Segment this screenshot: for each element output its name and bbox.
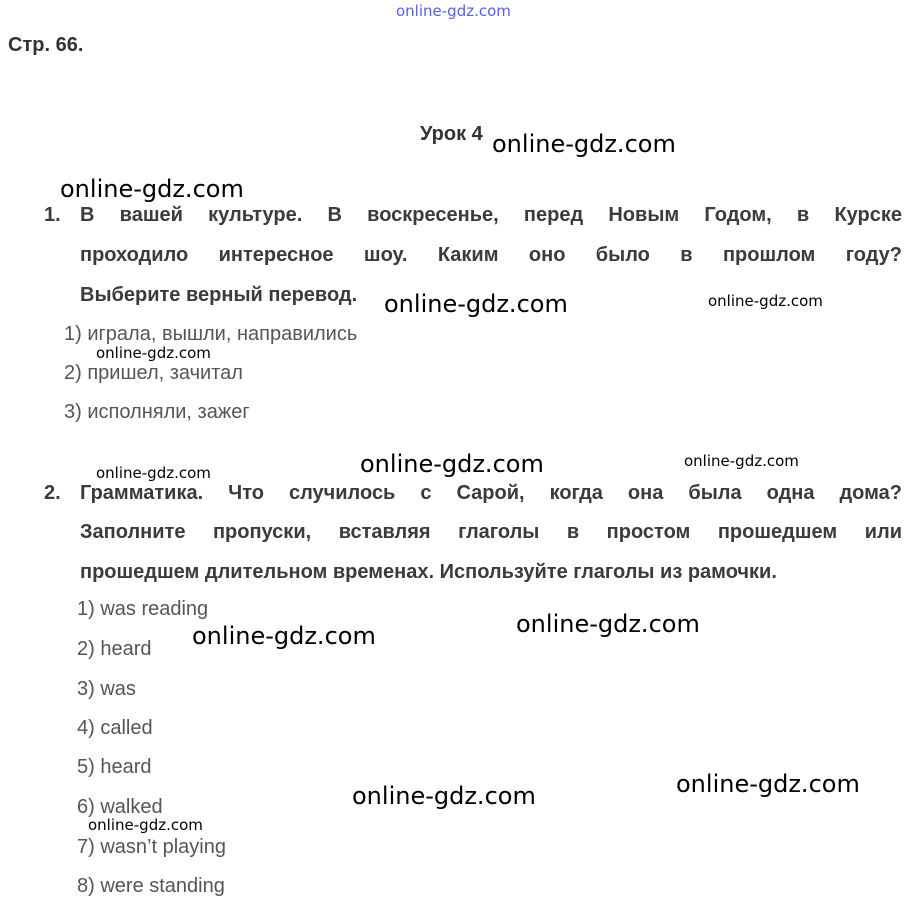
task2-number: 2.: [44, 482, 61, 504]
task2-answer-8: 8) were standing: [77, 875, 225, 897]
task1-line-2: проходило интересное шоу. Каким оно было в прошлом году?: [80, 244, 902, 266]
task2-answer-2: 2) heard: [77, 638, 152, 660]
task2-line-2: Заполните пропуски, вставляя глаголы в простом прошедшем или: [80, 521, 902, 543]
page-number: Стр. 66.: [8, 34, 84, 56]
task1-answer-3: 3) исполняли, зажег: [64, 401, 250, 423]
watermark: online-gdz.com: [96, 464, 211, 482]
lesson-title: Урок 4: [420, 123, 483, 145]
task2-line-3: прошедшем длительном временах. Используйте глаголы из рамочки.: [80, 561, 777, 583]
task1-line-1: В вашей культуре. В воскресенье, перед Новым Годом, в Курске: [80, 204, 902, 226]
task2-answer-3: 3) was: [77, 678, 136, 700]
task2-answer-4: 4) called: [77, 717, 153, 739]
watermark: online-gdz.com: [676, 770, 860, 798]
watermark: online-gdz.com: [708, 292, 823, 310]
watermark: online-gdz.com: [360, 450, 544, 478]
watermark: online-gdz.com: [684, 452, 799, 470]
task2-answer-5: 5) heard: [77, 756, 152, 778]
watermark: online-gdz.com: [88, 816, 203, 834]
watermark-top: online-gdz.com: [396, 2, 511, 20]
watermark: online-gdz.com: [492, 130, 676, 158]
task2-answer-7: 7) wasn’t playing: [77, 836, 226, 858]
watermark: online-gdz.com: [60, 175, 244, 203]
task2-answer-1: 1) was reading: [77, 598, 209, 620]
task1-line-3: Выберите верный перевод.: [80, 284, 358, 306]
task1-number: 1.: [44, 204, 61, 226]
watermark: online-gdz.com: [96, 344, 211, 362]
task2-answer-6: 6) walked: [77, 796, 163, 818]
watermark: online-gdz.com: [384, 290, 568, 318]
task1-answer-2: 2) пришел, зачитал: [64, 362, 243, 384]
task2-line-1: Грамматика. Что случилось с Сарой, когда она была одна дома?: [80, 482, 902, 504]
watermark: online-gdz.com: [516, 610, 700, 638]
watermark: online-gdz.com: [352, 782, 536, 810]
task1-answer-1: 1) играла, вышли, направились: [64, 323, 358, 345]
watermark: online-gdz.com: [192, 622, 376, 650]
